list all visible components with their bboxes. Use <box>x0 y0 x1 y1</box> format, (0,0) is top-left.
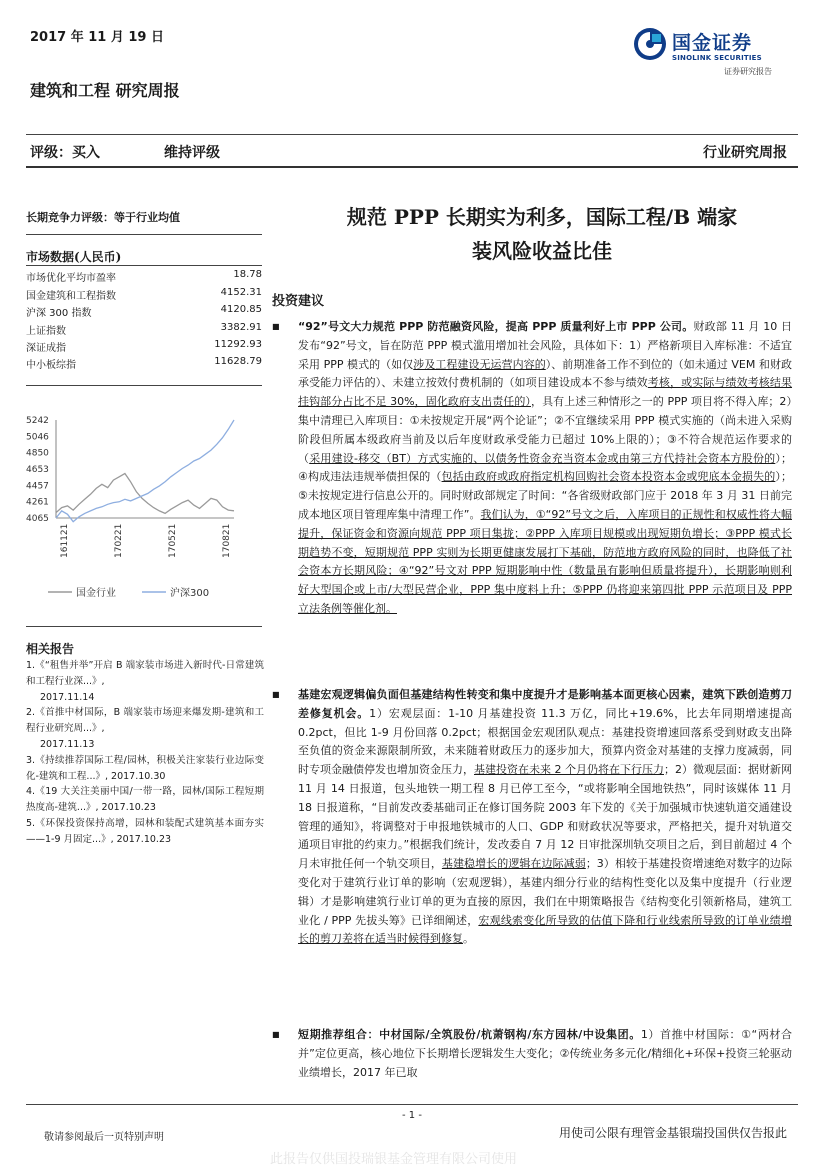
market-data-title: 市场数据(人民币) <box>26 250 122 264</box>
logo-mark-icon <box>632 26 668 62</box>
legend-label: 国金行业 <box>76 588 116 599</box>
watermark: 此报告仅供国投瑞银基金管理有限公司使用 <box>270 1152 518 1167</box>
index-comparison-chart <box>26 410 262 610</box>
y-tick-label: 4065 <box>26 514 49 524</box>
y-tick-label: 4457 <box>26 481 49 492</box>
market-data-row: 中小板综指 11628.79 <box>26 356 262 371</box>
related-report-item[interactable]: 1.《“租售并举”开启 B 端家装市场进入新时代-日常建筑和工程行业深...》, 2017.11.14 <box>26 660 264 703</box>
logo-name-en: SINOLINK SECURITIES <box>672 54 762 62</box>
report-type: 行业研究周报 <box>703 145 787 161</box>
y-tick-label: 4653 <box>26 465 49 476</box>
market-data-row: 市场优化平均市盈率 18.78 <box>26 269 262 284</box>
y-tick-label: 4850 <box>26 448 49 459</box>
related-reports-list <box>26 658 264 848</box>
industry-report-title: 建筑和工程 研究周报 <box>30 81 180 100</box>
logo-subtitle: 证券研究报告 <box>724 67 772 76</box>
x-tick-label: 170221 <box>114 523 124 558</box>
y-tick-label: 5046 <box>26 432 49 443</box>
footer-mirror-text: 用使司公限有理管金基银瑞投国供仅告报此 <box>558 1126 787 1140</box>
series-line <box>56 420 234 522</box>
legend-label: 沪深300 <box>170 588 210 599</box>
market-data-row: 国金建筑和工程指数 4152.31 <box>26 287 262 302</box>
series-line <box>56 474 234 514</box>
market-data-row: 沪深 300 指数 4120.85 <box>26 304 262 319</box>
market-data-row: 深证成指 11292.93 <box>26 339 262 354</box>
section-investment-advice: 投资建议 <box>272 294 325 309</box>
y-tick-label: 5242 <box>26 416 49 426</box>
related-report-item[interactable]: 4.《19 大关注美丽中国/一带一路，园林/国际工程短期热度高-建筑...》, 2017.10.23 <box>26 786 264 814</box>
related-report-item[interactable]: 3.《持续推荐国际工程/园林，积极关注家装行业边际变化-建筑和工程...》, 2017.10.30 <box>26 754 264 782</box>
sinolink-logo <box>632 24 792 84</box>
related-report-item[interactable]: 5.《环保投资保持高增，园林和装配式建筑基本面夯实——1-9 月固定...》, 2017.10.23 <box>26 817 264 845</box>
bullet-icon: ■ <box>272 322 280 331</box>
paragraph-portfolio: ■ 短期推荐组合：中材国际/全筑股份/杭萧钢构/东方园林/中设集团。1）首推中材国际：①“两材合并”定位更高，核心地位下长期增长逻辑发生大变化；②传统业务多元化/精细化+环保+投资三轮驱动业绩增长，2017 年已取 <box>272 1028 792 1079</box>
report-main-title: 规范 PPP 长期实为利多，国际工程/B 端家 装风险收益比佳 <box>346 205 738 263</box>
competitiveness-rating: 长期竞争力评级：等于行业均值 <box>26 211 180 224</box>
maintain-rating: 维持评级 <box>164 145 220 161</box>
paragraph-ppp: ■ “92”号文大力规范 PPP 防范融资风险，提高 PPP 质量利好上市 PPP 公司。财政部 11 月 10 日发布“92”号文，旨在防范 PPP 模式滥用增加社会风险，具体如下：1）严格新项目入库标准：不适宜采用 PPP 模式的（如仅涉及工程建设无运营内容的）、前期准备工作不到位的（如未通过 VEM 和财政承受能力评估的）、未建立按效付费机制的（如项目建设成本不参与绩效考核，或实际与绩效考核结果挂钩部分占比不足 30%，固化政府支出责任的），具有上述三种情形之一的 PPP 项目将不得入库；2）集中清理已入库项目：①未按规定开展“两个论证”；②不宜继续采用 PPP 模式实施的（尚未进入采购阶段但所属本级政府当前及以后年度财政承受能力已超过 10%上限的）；③不符合规范运作要求的（采用建设-移交（BT）方式实施的、以债务性资金充当资本金或由第三方代持社会资本方股份的）；④构成违法违规举债担保的（包括由政府或政府指定机构回购社会资本投资本金或兜底本金损失的）；⑤未按规定进行信息公开的。同时财政部规定了时间：“各省级财政部门应于 2018 年 3 月 31 日前完成本地区项目管理库集中清理工作”。我们认为，①“92”号文之后，入库项目的正规性和权威性将大幅提升，保证资金和资源向规范 PPP 项目集拢；②PPP 入库项目规模或出现短期负增长；③PPP 模式长期趋势不变，短期规范 PPP 实则为长期更健康发展打下基础，防范地方政府风险的同时，也降低了社会资本方长期风险；④“92”号文对 PPP 短期影响中性（数量虽有影响但质量将提升），长期影响则利好大型国企或上市/大型民营企业，PPP 集中度料上升；⑤PPP 仍将迎来第四批 PPP 示范项目及 PPP 立法条例等催化剂。 <box>272 320 793 615</box>
market-data-row: 上证指数 3382.91 <box>26 322 262 337</box>
report-date: 2017 年 11 月 19 日 <box>30 30 164 45</box>
logo-name-cn: 国金证券 <box>672 32 753 54</box>
paragraph-infrastructure: ■ 基建宏观逻辑偏负面但基建结构性转变和集中度提升才是影响基本面更核心因素，建筑下跌创造剪刀差修复机会。1）宏观层面：1-10 月基建投资 11.3 万亿，同比+19.6%，比去年同期增速提高 0.2pct，但比 1-9 月份回落 0.2pct；根据国金宏观团队观点：基建投资增速回落系受到财政支出降至负值的资金来源限制所致，未来随着财政压力的逐步加大，预算内资金对基建的支撑力度减弱，同时专项金融债停发也增加资金压力，基建投资在未来 2 个月仍将在下行压力；2）微观层面：据财新网 11 月 14 日报道，包头地铁一期工程 8 月已停工至今，“或将影响全国地铁热”，同时该媒体 11 月 18 日报道称，“目前发改委基础司正在修订国务院 2003 年下发的《关于加强城市快速轨道交通建设管理的通知》，将调整对于申报地铁城市的人口、GDP 和财政状况等要求，严格把关，提升对轨道交通项目审批的约束力。”根据我们统计，发改委自 7 月 12 日审批深圳轨交项目之后，到目前超过 4 个月未审批任何一个轨交项目，基建稳增长的逻辑在边际减弱；3）相较于基建投资增速绝对数字的边际变化对于建筑行业订单的影响（宏观逻辑），基建内细分行业的结构性变化以及集中度提升（行业逻辑）才是影响建筑行业订单的更为直接的原因，我们在中期策略报告《结构变化引领新格局，建筑工业化 / PPP 先拔头筹》已详细阐述，宏观线索变化所导致的估值下降和行业线索所导致的订单业绩增长的剪刀差将在适当时候得到修复。 <box>272 688 793 946</box>
line-chart-svg <box>26 410 262 610</box>
bullet-icon: ■ <box>272 1030 280 1039</box>
footer-disclaimer: 敬请参阅最后一页特别声明 <box>44 1132 164 1143</box>
y-tick-label: 4261 <box>26 497 49 508</box>
page-number: - 1 - <box>402 1110 422 1121</box>
related-report-item[interactable]: 2.《首推中材国际，B 端家装市场迎来爆发期-建筑和工程行业研究周...》, 2017.11.13 <box>26 707 264 750</box>
related-reports-title: 相关报告 <box>26 642 75 656</box>
x-tick-label: 170821 <box>222 523 232 558</box>
x-tick-label: 161121 <box>60 523 70 558</box>
rating: 评级：买入 <box>30 145 100 161</box>
bullet-icon: ■ <box>272 690 280 699</box>
x-tick-label: 170521 <box>168 523 178 558</box>
